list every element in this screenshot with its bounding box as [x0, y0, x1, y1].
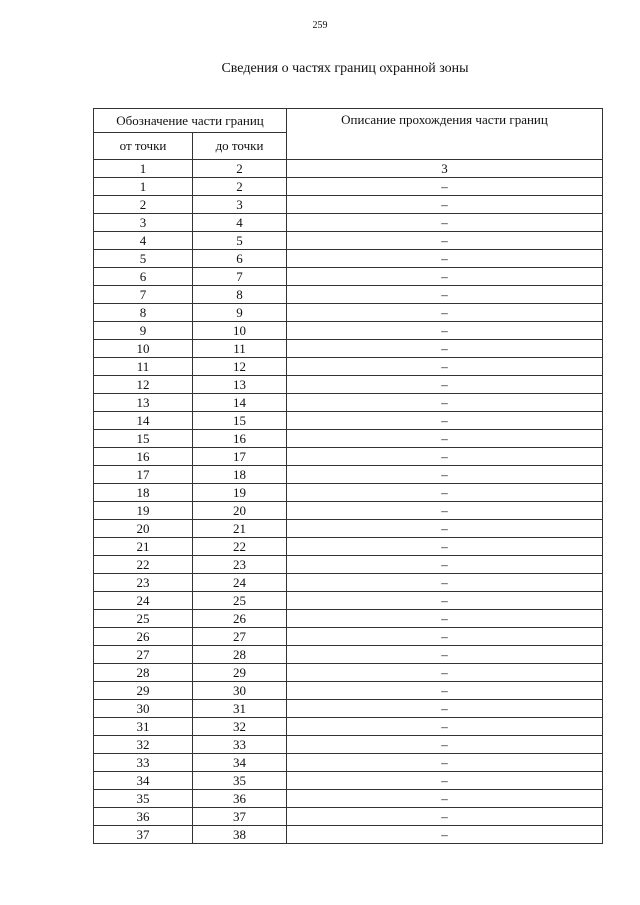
table-row	[94, 556, 603, 574]
to-point-cell: 24	[193, 574, 287, 592]
from-point-cell: 27	[94, 646, 193, 664]
from-point-cell: 8	[94, 304, 193, 322]
description-cell: –	[287, 664, 603, 682]
description-cell: –	[287, 304, 603, 322]
table-row	[94, 574, 603, 592]
description-cell: –	[287, 610, 603, 628]
table-row	[94, 754, 603, 772]
description-cell: –	[287, 538, 603, 556]
description-cell: –	[287, 286, 603, 304]
table-row	[94, 214, 603, 232]
from-point-cell: 2	[94, 196, 193, 214]
description-cell: –	[287, 484, 603, 502]
from-point-cell: 33	[94, 754, 193, 772]
from-point-cell: 4	[94, 232, 193, 250]
table-row	[94, 772, 603, 790]
from-point-cell: 25	[94, 610, 193, 628]
to-point-cell: 13	[193, 376, 287, 394]
table-row	[94, 430, 603, 448]
table-row	[94, 376, 603, 394]
from-point-cell: 5	[94, 250, 193, 268]
to-point-cell: 11	[193, 340, 287, 358]
from-point-cell: 37	[94, 826, 193, 844]
table-row	[94, 178, 603, 196]
description-cell: –	[287, 322, 603, 340]
table-row	[94, 700, 603, 718]
description-cell: –	[287, 592, 603, 610]
description-cell: –	[287, 808, 603, 826]
from-point-cell: 24	[94, 592, 193, 610]
from-point-cell: 1	[94, 160, 193, 178]
to-point-cell: 17	[193, 448, 287, 466]
table-row	[94, 196, 603, 214]
from-point-cell: 17	[94, 466, 193, 484]
page-number: 259	[312, 20, 328, 31]
to-point-cell: 29	[193, 664, 287, 682]
from-point-cell: 7	[94, 286, 193, 304]
to-point-cell: 25	[193, 592, 287, 610]
from-point-cell: 22	[94, 556, 193, 574]
table-row	[94, 538, 603, 556]
table-row	[94, 790, 603, 808]
from-point-cell: 36	[94, 808, 193, 826]
description-cell: –	[287, 268, 603, 286]
table-row	[94, 808, 603, 826]
table-row	[94, 322, 603, 340]
header-to-point: до точки	[193, 133, 287, 160]
table-row	[94, 610, 603, 628]
from-point-cell: 35	[94, 790, 193, 808]
table-row	[94, 628, 603, 646]
to-point-cell: 8	[193, 286, 287, 304]
to-point-cell: 34	[193, 754, 287, 772]
table-row	[94, 412, 603, 430]
to-point-cell: 9	[193, 304, 287, 322]
description-cell: –	[287, 466, 603, 484]
description-cell: –	[287, 682, 603, 700]
header-description: Описание прохождения части границ	[287, 109, 603, 160]
from-point-cell: 29	[94, 682, 193, 700]
to-point-cell: 22	[193, 538, 287, 556]
from-point-cell: 16	[94, 448, 193, 466]
to-point-cell: 33	[193, 736, 287, 754]
to-point-cell: 2	[193, 160, 287, 178]
description-cell: –	[287, 394, 603, 412]
description-cell: –	[287, 736, 603, 754]
document-title: Сведения о частях границ охранной зоны	[221, 61, 469, 76]
to-point-cell: 30	[193, 682, 287, 700]
table-row	[94, 286, 603, 304]
from-point-cell: 3	[94, 214, 193, 232]
description-cell: –	[287, 574, 603, 592]
to-point-cell: 10	[193, 322, 287, 340]
from-point-cell: 9	[94, 322, 193, 340]
description-cell: –	[287, 754, 603, 772]
to-point-cell: 23	[193, 556, 287, 574]
from-point-cell: 30	[94, 700, 193, 718]
description-cell: –	[287, 520, 603, 538]
table-row	[94, 250, 603, 268]
table-body	[94, 160, 603, 844]
description-cell: 3	[287, 160, 603, 178]
description-cell: –	[287, 790, 603, 808]
description-cell: –	[287, 628, 603, 646]
table-row	[94, 718, 603, 736]
description-cell: –	[287, 430, 603, 448]
description-cell: –	[287, 232, 603, 250]
from-point-cell: 14	[94, 412, 193, 430]
table-row	[94, 160, 603, 178]
from-point-cell: 34	[94, 772, 193, 790]
from-point-cell: 23	[94, 574, 193, 592]
to-point-cell: 2	[193, 178, 287, 196]
to-point-cell: 36	[193, 790, 287, 808]
table-row	[94, 646, 603, 664]
description-cell: –	[287, 556, 603, 574]
to-point-cell: 20	[193, 502, 287, 520]
to-point-cell: 21	[193, 520, 287, 538]
to-point-cell: 31	[193, 700, 287, 718]
from-point-cell: 6	[94, 268, 193, 286]
from-point-cell: 1	[94, 178, 193, 196]
description-cell: –	[287, 646, 603, 664]
description-cell: –	[287, 178, 603, 196]
from-point-cell: 19	[94, 502, 193, 520]
description-cell: –	[287, 412, 603, 430]
header-boundary-designation: Обозначение части границ	[94, 109, 287, 133]
to-point-cell: 4	[193, 214, 287, 232]
description-cell: –	[287, 718, 603, 736]
to-point-cell: 6	[193, 250, 287, 268]
table-row	[94, 592, 603, 610]
to-point-cell: 12	[193, 358, 287, 376]
to-point-cell: 37	[193, 808, 287, 826]
description-cell: –	[287, 250, 603, 268]
description-cell: –	[287, 376, 603, 394]
description-cell: –	[287, 502, 603, 520]
description-cell: –	[287, 700, 603, 718]
from-point-cell: 20	[94, 520, 193, 538]
table-row	[94, 232, 603, 250]
table-row	[94, 484, 603, 502]
boundary-parts-table	[93, 108, 603, 844]
table-row	[94, 340, 603, 358]
from-point-cell: 12	[94, 376, 193, 394]
table-row	[94, 826, 603, 844]
to-point-cell: 5	[193, 232, 287, 250]
to-point-cell: 32	[193, 718, 287, 736]
to-point-cell: 18	[193, 466, 287, 484]
from-point-cell: 18	[94, 484, 193, 502]
description-cell: –	[287, 448, 603, 466]
to-point-cell: 27	[193, 628, 287, 646]
table-row	[94, 682, 603, 700]
from-point-cell: 26	[94, 628, 193, 646]
to-point-cell: 15	[193, 412, 287, 430]
from-point-cell: 13	[94, 394, 193, 412]
table-row	[94, 664, 603, 682]
from-point-cell: 28	[94, 664, 193, 682]
to-point-cell: 19	[193, 484, 287, 502]
table-row	[94, 736, 603, 754]
from-point-cell: 21	[94, 538, 193, 556]
to-point-cell: 26	[193, 610, 287, 628]
description-cell: –	[287, 340, 603, 358]
to-point-cell: 7	[193, 268, 287, 286]
to-point-cell: 28	[193, 646, 287, 664]
to-point-cell: 38	[193, 826, 287, 844]
description-cell: –	[287, 196, 603, 214]
description-cell: –	[287, 772, 603, 790]
from-point-cell: 15	[94, 430, 193, 448]
table-row	[94, 502, 603, 520]
description-cell: –	[287, 358, 603, 376]
to-point-cell: 14	[193, 394, 287, 412]
to-point-cell: 16	[193, 430, 287, 448]
header-from-point: от точки	[94, 133, 193, 160]
from-point-cell: 10	[94, 340, 193, 358]
from-point-cell: 11	[94, 358, 193, 376]
table-row	[94, 268, 603, 286]
to-point-cell: 35	[193, 772, 287, 790]
table-row	[94, 466, 603, 484]
from-point-cell: 31	[94, 718, 193, 736]
to-point-cell: 3	[193, 196, 287, 214]
table-row	[94, 394, 603, 412]
description-cell: –	[287, 214, 603, 232]
from-point-cell: 32	[94, 736, 193, 754]
table-row	[94, 304, 603, 322]
description-cell: –	[287, 826, 603, 844]
table-row	[94, 358, 603, 376]
table-row	[94, 520, 603, 538]
table-row	[94, 448, 603, 466]
